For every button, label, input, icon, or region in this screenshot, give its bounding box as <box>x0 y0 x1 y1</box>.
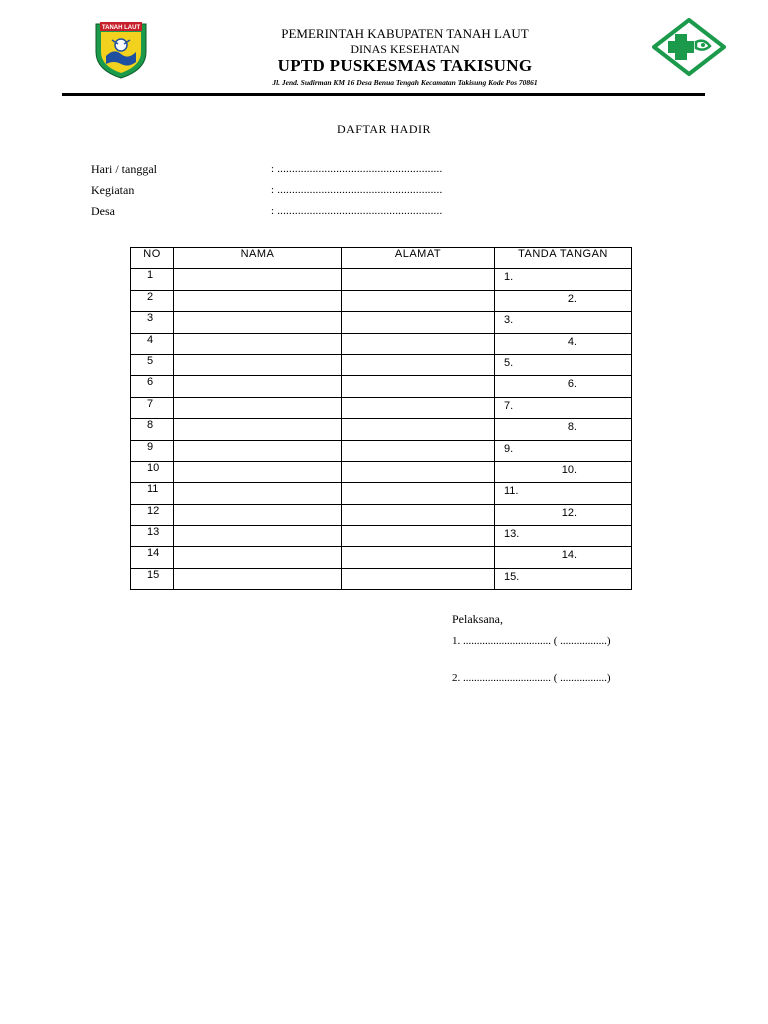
signature-cell[interactable] <box>495 269 632 290</box>
row-number: 5 <box>131 354 174 375</box>
signature-cell[interactable] <box>495 461 632 482</box>
field-value-date: : ........................................................ <box>271 163 443 175</box>
svg-text:TANAH LAUT: TANAH LAUT <box>101 25 141 31</box>
name-cell[interactable] <box>174 504 342 525</box>
signature-number: 3. <box>504 314 514 327</box>
field-label-date: Hari / tanggal <box>91 162 157 176</box>
attendance-table <box>130 247 632 590</box>
table-row <box>131 461 632 482</box>
name-cell[interactable] <box>174 333 342 354</box>
name-cell[interactable] <box>174 290 342 311</box>
name-cell[interactable] <box>174 526 342 547</box>
address-cell[interactable] <box>342 504 495 525</box>
signature-number: 15. <box>504 570 520 583</box>
signature-number: 11. <box>504 485 519 498</box>
pelaksana-item: 1. ................................ ( .................) <box>452 635 611 647</box>
signature-cell[interactable] <box>495 312 632 333</box>
field-value-activity: : ........................................................ <box>271 184 443 196</box>
address-cell[interactable] <box>342 568 495 589</box>
table-row <box>131 354 632 375</box>
signature-number: 2. <box>567 292 577 305</box>
name-cell[interactable] <box>174 397 342 418</box>
signature-number: 6. <box>567 378 577 391</box>
field-label-activity: Kegiatan <box>91 183 135 197</box>
pelaksana-label: Pelaksana, <box>452 612 503 626</box>
signature-number: 12. <box>561 506 577 519</box>
row-number: 10 <box>131 461 174 482</box>
address-cell[interactable] <box>342 526 495 547</box>
signature-cell[interactable] <box>495 419 632 440</box>
table-row <box>131 290 632 311</box>
puskesmas-logo <box>652 18 726 76</box>
header-department: DINAS KESEHATAN <box>350 42 460 56</box>
address-cell[interactable] <box>342 419 495 440</box>
pelaksana-section <box>452 612 611 684</box>
row-number: 8 <box>131 419 174 440</box>
header-signature: TANDA TANGAN <box>495 248 632 269</box>
address-cell[interactable] <box>342 461 495 482</box>
row-number: 12 <box>131 504 174 525</box>
table-row <box>131 269 632 290</box>
table-header-row <box>131 248 632 269</box>
table-row <box>131 333 632 354</box>
signature-cell[interactable] <box>495 440 632 461</box>
address-cell[interactable] <box>342 376 495 397</box>
header-address: Jl. Jend. Sudirman KM 16 Desa Benua Tengah Kecamatan Takisung Kode Pos 70861 <box>272 78 538 87</box>
header-address: ALAMAT <box>342 248 495 269</box>
header-no: NO <box>131 248 174 269</box>
signature-number: 8. <box>567 421 577 434</box>
row-number: 1 <box>131 269 174 290</box>
signature-cell[interactable] <box>495 526 632 547</box>
table-row <box>131 547 632 568</box>
row-number: 6 <box>131 376 174 397</box>
row-number: 13 <box>131 526 174 547</box>
address-cell[interactable] <box>342 312 495 333</box>
tanah-laut-logo <box>92 18 150 80</box>
name-cell[interactable] <box>174 312 342 333</box>
signature-cell[interactable] <box>495 483 632 504</box>
table-row <box>131 312 632 333</box>
row-number: 4 <box>131 333 174 354</box>
signature-cell[interactable] <box>495 397 632 418</box>
name-cell[interactable] <box>174 461 342 482</box>
name-cell[interactable] <box>174 376 342 397</box>
address-cell[interactable] <box>342 547 495 568</box>
table-row <box>131 504 632 525</box>
address-cell[interactable] <box>342 397 495 418</box>
signature-cell[interactable] <box>495 504 632 525</box>
row-number: 7 <box>131 397 174 418</box>
document-title: DAFTAR HADIR <box>336 122 432 136</box>
table-row <box>131 376 632 397</box>
table-row <box>131 419 632 440</box>
header-institution: UPTD PUSKESMAS TAKISUNG <box>277 56 533 75</box>
table-row <box>131 568 632 589</box>
signature-cell[interactable] <box>495 290 632 311</box>
signature-number: 7. <box>504 399 514 412</box>
address-cell[interactable] <box>342 354 495 375</box>
name-cell[interactable] <box>174 440 342 461</box>
header-divider <box>62 93 705 96</box>
row-number: 15 <box>131 568 174 589</box>
name-cell[interactable] <box>174 354 342 375</box>
name-cell[interactable] <box>174 568 342 589</box>
address-cell[interactable] <box>342 333 495 354</box>
signature-cell[interactable] <box>495 376 632 397</box>
table-row <box>131 397 632 418</box>
address-cell[interactable] <box>342 290 495 311</box>
name-cell[interactable] <box>174 483 342 504</box>
signature-number: 10. <box>561 463 577 476</box>
address-cell[interactable] <box>342 483 495 504</box>
row-number: 14 <box>131 547 174 568</box>
address-cell[interactable] <box>342 440 495 461</box>
signature-cell[interactable] <box>495 354 632 375</box>
row-number: 2 <box>131 290 174 311</box>
table-row <box>131 483 632 504</box>
pelaksana-item: 2. ................................ ( .................) <box>452 672 611 684</box>
signature-number: 14. <box>561 549 577 562</box>
row-number: 9 <box>131 440 174 461</box>
signature-number: 1. <box>504 271 514 284</box>
signature-number: 4. <box>567 335 577 348</box>
signature-cell[interactable] <box>495 568 632 589</box>
table-row <box>131 526 632 547</box>
header-government: PEMERINTAH KABUPATEN TANAH LAUT <box>281 26 529 41</box>
field-value-village: : ........................................................ <box>271 205 443 217</box>
table-row <box>131 440 632 461</box>
row-number: 11 <box>131 483 174 504</box>
signature-number: 5. <box>504 356 514 369</box>
signature-cell[interactable] <box>495 333 632 354</box>
address-cell[interactable] <box>342 269 495 290</box>
row-number: 3 <box>131 312 174 333</box>
name-cell[interactable] <box>174 419 342 440</box>
name-cell[interactable] <box>174 547 342 568</box>
field-label-village: Desa <box>91 204 115 218</box>
name-cell[interactable] <box>174 269 342 290</box>
signature-number: 13. <box>504 528 520 541</box>
header-name: NAMA <box>174 248 342 269</box>
signature-cell[interactable] <box>495 547 632 568</box>
signature-number: 9. <box>504 442 514 455</box>
